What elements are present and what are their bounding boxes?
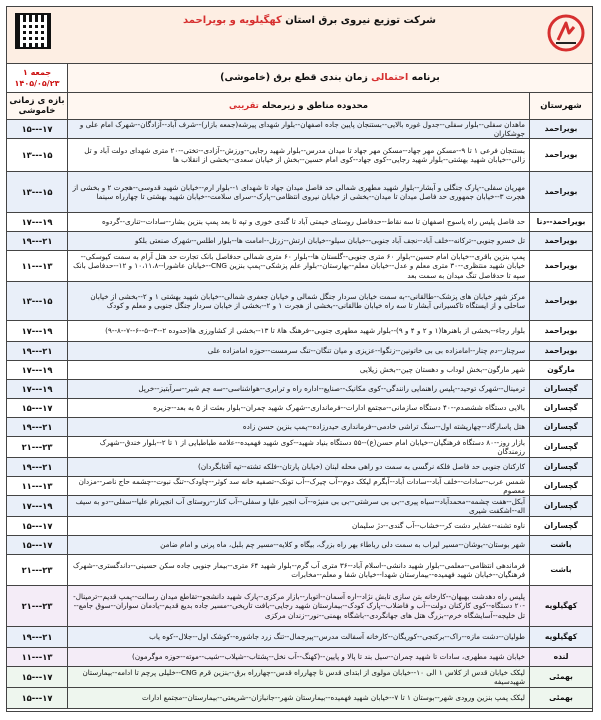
row-city: مارگون	[529, 361, 592, 379]
table-row	[7, 213, 592, 232]
table-row	[7, 418, 592, 437]
row-time: ۱۵---۱۷	[7, 667, 68, 687]
row-time: ۱۵---۱۷	[7, 120, 68, 138]
table-row	[7, 380, 592, 399]
row-time: ۱۵---۱۷	[7, 688, 68, 708]
company-logo-icon	[546, 13, 586, 53]
table-row	[7, 172, 592, 213]
row-area: پمپ بنزین باقری--خیابان امام حسین--بلوار ۶۰ متری جنوبی--گلستان ها--بلوار ۶۰ متری شمالی حدفاصل بانک تجارت حد هتل آرام به سمت کیوسکی--خیابان شهید منتظری--۳۰ متری معلم و عدل--خیابان معلم--بهارستان--بلوار علم پزشکی--پمپ بنزین CNG--خیابان عاشورا--۱۰،۱۱،۸ و ۱۲--حدفاصل بانک سپه تا حدفاصل تنگ میدان به سمت بعد	[73, 251, 525, 280]
row-time: ۲۱---۲۳	[7, 555, 68, 585]
column-area-label: محدوده مناطق و زیرمحله	[261, 101, 368, 111]
row-area: طولیان--دشت مازه--راک--برکنجی--کوریگان--کارخانه آسفالت مدرس--پیرجمال--تنگ زرد جاشوره--کوشک اول--جلال--کوه یاب	[149, 632, 525, 642]
table-row	[7, 342, 592, 361]
row-time: ۱۷---۱۹	[7, 321, 68, 341]
row-city: بویراحمد--دنا	[529, 213, 592, 231]
row-time: ۱۹---۲۱	[7, 458, 68, 476]
row-city: گچساران	[529, 496, 592, 516]
table-header	[7, 93, 592, 120]
row-time: ۱۵---۱۷	[7, 399, 68, 417]
table-row	[7, 458, 592, 477]
program-suffix: زمان بندی قطع برق (خاموشی)	[220, 72, 372, 83]
table-row	[7, 120, 592, 139]
table-row	[7, 477, 592, 496]
row-city: گچساران	[529, 437, 592, 457]
table-row	[7, 667, 592, 688]
date-value: ۱۴۰۵/۰۵/۲۳	[14, 79, 60, 88]
row-time: ۱۹---۲۱	[7, 627, 68, 647]
table-row	[7, 648, 592, 667]
row-city: باشت	[529, 555, 592, 585]
program-row	[7, 64, 592, 93]
row-area: مهریان سفلی--پارک جنگلی و آبشار--بلوار شهید مطهری شمالی حد فاصل میدان جهاد تا شهدای ۱--بلوار ارم--خیابان شهید قدوسی--هجرت ۲ و بخشی از هجرت ۳--خیابان جمهوری حد فاصل میدان تا میدان--بخشی از خیابان نیروی انتظامی--پارک--سرای سلامت--خیابان شهید بهشتی تا چهارراه سینما	[72, 182, 525, 201]
schedule-sheet	[6, 6, 593, 712]
table-row	[7, 399, 592, 418]
row-city: باشت	[529, 536, 592, 554]
row-time: ۱۷---۱۹	[7, 496, 68, 516]
row-city: کهگیلویه	[529, 586, 592, 626]
document-header	[7, 7, 592, 64]
table-row	[7, 139, 592, 172]
qr-code-icon	[15, 13, 51, 49]
row-time: ۱۳---۱۵	[7, 172, 68, 212]
row-time: ۱۱---۱۳	[7, 477, 68, 495]
row-city: بویراحمد	[529, 321, 592, 341]
row-area: بلوار رجاء--بخشی از باهنرها(۱ و ۲ و ۴ و ۹)--بلوار شهید مطهری جنوبی--فرهنگ ها۸ تا ۱۳--بخشی از کشاورزی ها(حدوده ۲--۳--۵--۶--۷--۸--۹)	[105, 326, 525, 336]
program-prefix: برنامه	[408, 72, 440, 83]
row-time: ۱۳---۱۵	[7, 139, 68, 171]
row-city: بویراحمد	[529, 172, 592, 212]
row-city: بویراحمد	[529, 342, 592, 360]
company-title	[87, 15, 532, 26]
row-time: ۱۳---۱۵	[7, 282, 68, 320]
row-area: مرکز شهر خیابان های پزشک--طالقانی--به سمت خیابان سردار جنگل شمالی و خیابان جعفری شمالی--خیابان شهید بهشتی ۱ و ۲--بخشی از خیابان ساحلی و از ایستگاه تاکسیرانی آبشار تا سه راه خیابان طالقانی--بخشی از هجرت ۱ و ۲--بخشی از خیابان سردار جنگل جنوبی و معلم و کودک	[90, 291, 525, 310]
row-area: تل خسرو جنوبی--ترکانه--خلف آباد--نجف آباد جنوبی--خیابان سیلو--خیابان ارتش--زرتل--امامت ها--بلوار اطلس--شهرک صنعتی بلکو	[134, 236, 525, 246]
row-area: حد فاصل پلیس راه یاسوج اصفهان تا سه نقاط--حدفاصل روستای خیمتی آباد تا گندی خوری و تپه تا بعد پمپ بنزین بشار--سادات--تناری--گردوه	[101, 217, 525, 227]
row-time: ۲۱---۲۳	[7, 586, 68, 626]
row-time: ۱۵---۱۷	[7, 536, 68, 554]
table-row	[7, 536, 592, 555]
row-area: آبکل--هفت چشمه--محمدآباد--سیاه پیری--بی بی سرشتی--بی بی منیژه--آب انجیر علیا و سفلی--آب کنار--روستای آب انجیرنام علیا--سفلی--دو به سیف اله--اشکفت شیری	[75, 496, 525, 515]
row-time: ۱۹---۲۱	[7, 418, 68, 436]
table-row	[7, 282, 592, 321]
table-row	[7, 321, 592, 342]
table-row	[7, 517, 592, 536]
row-area: شهر مارگون--بخش لوداب و دهستان چین--بخش زیلایی	[359, 365, 525, 375]
row-area: لیکک پمپ بنزین ورودی شهر--بوستان ۱ تا ۷--خیابان شهید فهمیده--بیمارستان شهر--جانبازان--شریعتی--بیمارستان--مجتمع ادارات	[141, 693, 525, 703]
row-city: کهگیلویه	[529, 627, 592, 647]
row-area: بستنجان فرعی ۱ تا ۹--مسکن مهر جهاد--مسکن مهر جهاد تا میدان مدرس--بلوار شهید رجایی--ورزش--آزادی--تختی--۲۰ متری شهدای دولت آباد و تل زالی--خیابان شهید بهشتی--بلوار شهید رجایی--کوی جهاد--کوی امام حسین--بخش از خیابان سعدی--بخشی از انقلاب ها	[84, 145, 525, 164]
column-city: شهرستان	[529, 93, 592, 119]
row-area: شهر بوستان--بوشان--مسیر لیراب به سمت دلی رباطاء بهر راه بزرگ، بیگاه و کلایه--مسیر چم بلبل، ماه پرنی و امام ضامن	[160, 540, 525, 550]
row-city: بهمئی	[529, 688, 592, 708]
table-row	[7, 251, 592, 282]
row-area: بالایی دستگاه ششصدم--۴۰ دستگاه سازمانی--مجتمع ادارات--فرمانداری--شهرک شهید چمران--بلوار بعثت از ۵ به بعد--جزیره	[153, 403, 525, 413]
row-city: بویراحمد	[529, 139, 592, 171]
row-city: لنده	[529, 648, 592, 666]
row-area: بازار روز--۸۰ دستگاه فرهنگیان--خیابان امام حسن(ع)--۵۵ دستگاه بنیاد شهید--کوی شهید فهمیده--علامه طباطبایی از ۱ تا ۲--بلوار خندق--شهرک رزمندگان	[99, 437, 525, 456]
column-area-highlight: تقریبی	[229, 101, 259, 111]
company-prefix: شرکت توزیع نیروی برق استان	[281, 15, 436, 26]
row-area: شمس عرب--سادات--خلف آباد--سادات آباد--آبگرم لیکک دوم--آب چیرک--آب تونک--تصفیه خانه سد کوثر--چاودک--تنگ نبوت--چشمه حاج ناصر--مزدان معصوم	[78, 477, 525, 495]
program-highlight: احتمالی	[371, 72, 409, 83]
row-area: سرچنار--دم چنار--امامزاده بی بی خاتونین--زنگوا--عزیزی و میان تنگان--تنگ سرمست--حوزه امامزاده علی	[207, 346, 525, 356]
table-row	[7, 627, 592, 648]
date-box	[7, 64, 68, 92]
row-time: ۱۵---۱۷	[7, 517, 68, 535]
row-area: پلیس راه دهدشت بهبهان--کارخانه بتن سازی تابش نژاد--اره آسمان--اتوبار--بازار مرکزی--پارک شهید دانشجو--تقاطع میدان رسالت--پمپ قدیم--ترمینال--۲۰ دستگاه--کوی کارکنان دولت--آب و فاضلاب--پارک کودک--بیمارستان شهید رجایی--بافت تاریخی--مسیر جاده بدیع قدیم--یادمان سواران--سوق جامع--تل خلیجه--آسایشگاه خرم--بزرگ هتل های جهانگردی--باشگاه بهمنی--نور--زندان مرکزی	[73, 591, 525, 620]
schedule-table	[7, 120, 592, 709]
row-time: ۱۷---۱۹	[7, 213, 68, 231]
row-city: گچساران	[529, 380, 592, 398]
row-city: گچساران	[529, 517, 592, 535]
row-city: بویراحمد	[529, 282, 592, 320]
row-area: ماهدان سفلی--بلوار سفلی--جدول غوره بالایی--بستنجان پایین جاده اصفهان--بلوار شهدای پیرشه(جمعه بازار)--شرف آباد--آزادگان--شهرک امام علی و جوشکاران	[79, 120, 525, 138]
day-label: جمعه ۱	[22, 68, 52, 77]
row-time: ۲۱---۲۳	[7, 437, 68, 457]
row-area: کارکنان جنوبی حد فاصل فلکه نرگسی به سمت دو راهی محله لبنان (خیابان پارتان--فلکه تشته--تپه آفتابگردان)	[198, 462, 525, 472]
row-city: گچساران	[529, 477, 592, 495]
row-area: هتل پاسارگاد--چهارپشته اول--سنگ تراشی خادمی--فرمانداری حیدرزاده--پمپ بنزین حسن زاده	[242, 422, 525, 432]
table-row	[7, 232, 592, 251]
row-time: ۱۷---۱۹	[7, 361, 68, 379]
company-province: کهگیلویه و بویراحمد	[183, 15, 282, 26]
row-time: ۱۹---۲۱	[7, 342, 68, 360]
row-city: بویراحمد	[529, 232, 592, 250]
row-time: ۱۷---۱۹	[7, 380, 68, 398]
row-time: ۱۱---۱۳	[7, 648, 68, 666]
row-area: ترمینال--شهرک توحید--پلیس راهنمایی رانندگی--کوی مکانیک--صنایع--اداره راه و ترابری--هواشناسی--سه چم شیر--سرآبتیز--خرپل	[138, 384, 525, 394]
row-city: گچساران	[529, 418, 592, 436]
table-row	[7, 437, 592, 458]
table-row	[7, 555, 592, 586]
row-city: بویراحمد	[529, 120, 592, 138]
row-city: بویراحمد	[529, 251, 592, 281]
column-time: بازه ی زمانی خاموشی	[7, 93, 68, 119]
row-city: گچساران	[529, 458, 592, 476]
row-time: ۱۱---۱۳	[7, 251, 68, 281]
row-area: فرماندهی انتظامی--معلمی--بلوار شهید دانشی--اسلام آباد--۳۶ متری آب گرم--بلوار شهید ۶۴ متری--بیمار جنوبی جاده سکن حسینی--داندگستری--شهرک فرهنگیان--خیابان شهید فهمیده--بیمارستان شهدا--خیابان شفا و معلم--مخابرات	[73, 560, 525, 579]
row-area: لیکک خیابان قدس از کلاس ۱ الی ۱۰--خیابان مولوی از ابتدای قدس تا چهارراه قدس--چهارراه برق--بنزین قرم CNG--خلیلی پرچم تا ادامه--بیمارستان شهیدسیفه	[82, 667, 525, 686]
column-area	[68, 93, 529, 119]
row-area: خیابان شهید مطهری، سادات تا شهید چمران--سیل بند تا پالا و پایین--(کهنگ--آب نخل--پشتاب--شیلاب--شیب--موته--حوزه موگرمون)	[132, 652, 525, 662]
row-city: گچساران	[529, 399, 592, 417]
program-title	[68, 64, 592, 92]
table-row	[7, 361, 592, 380]
row-time: ۱۹---۲۱	[7, 232, 68, 250]
table-row	[7, 496, 592, 517]
table-row	[7, 688, 592, 709]
row-city: بهمئی	[529, 667, 592, 687]
row-area: ناوه تشنه--عشایر دشت کر--خشاب--آب گندی--دژ سلیمان	[352, 521, 525, 531]
table-row	[7, 586, 592, 627]
